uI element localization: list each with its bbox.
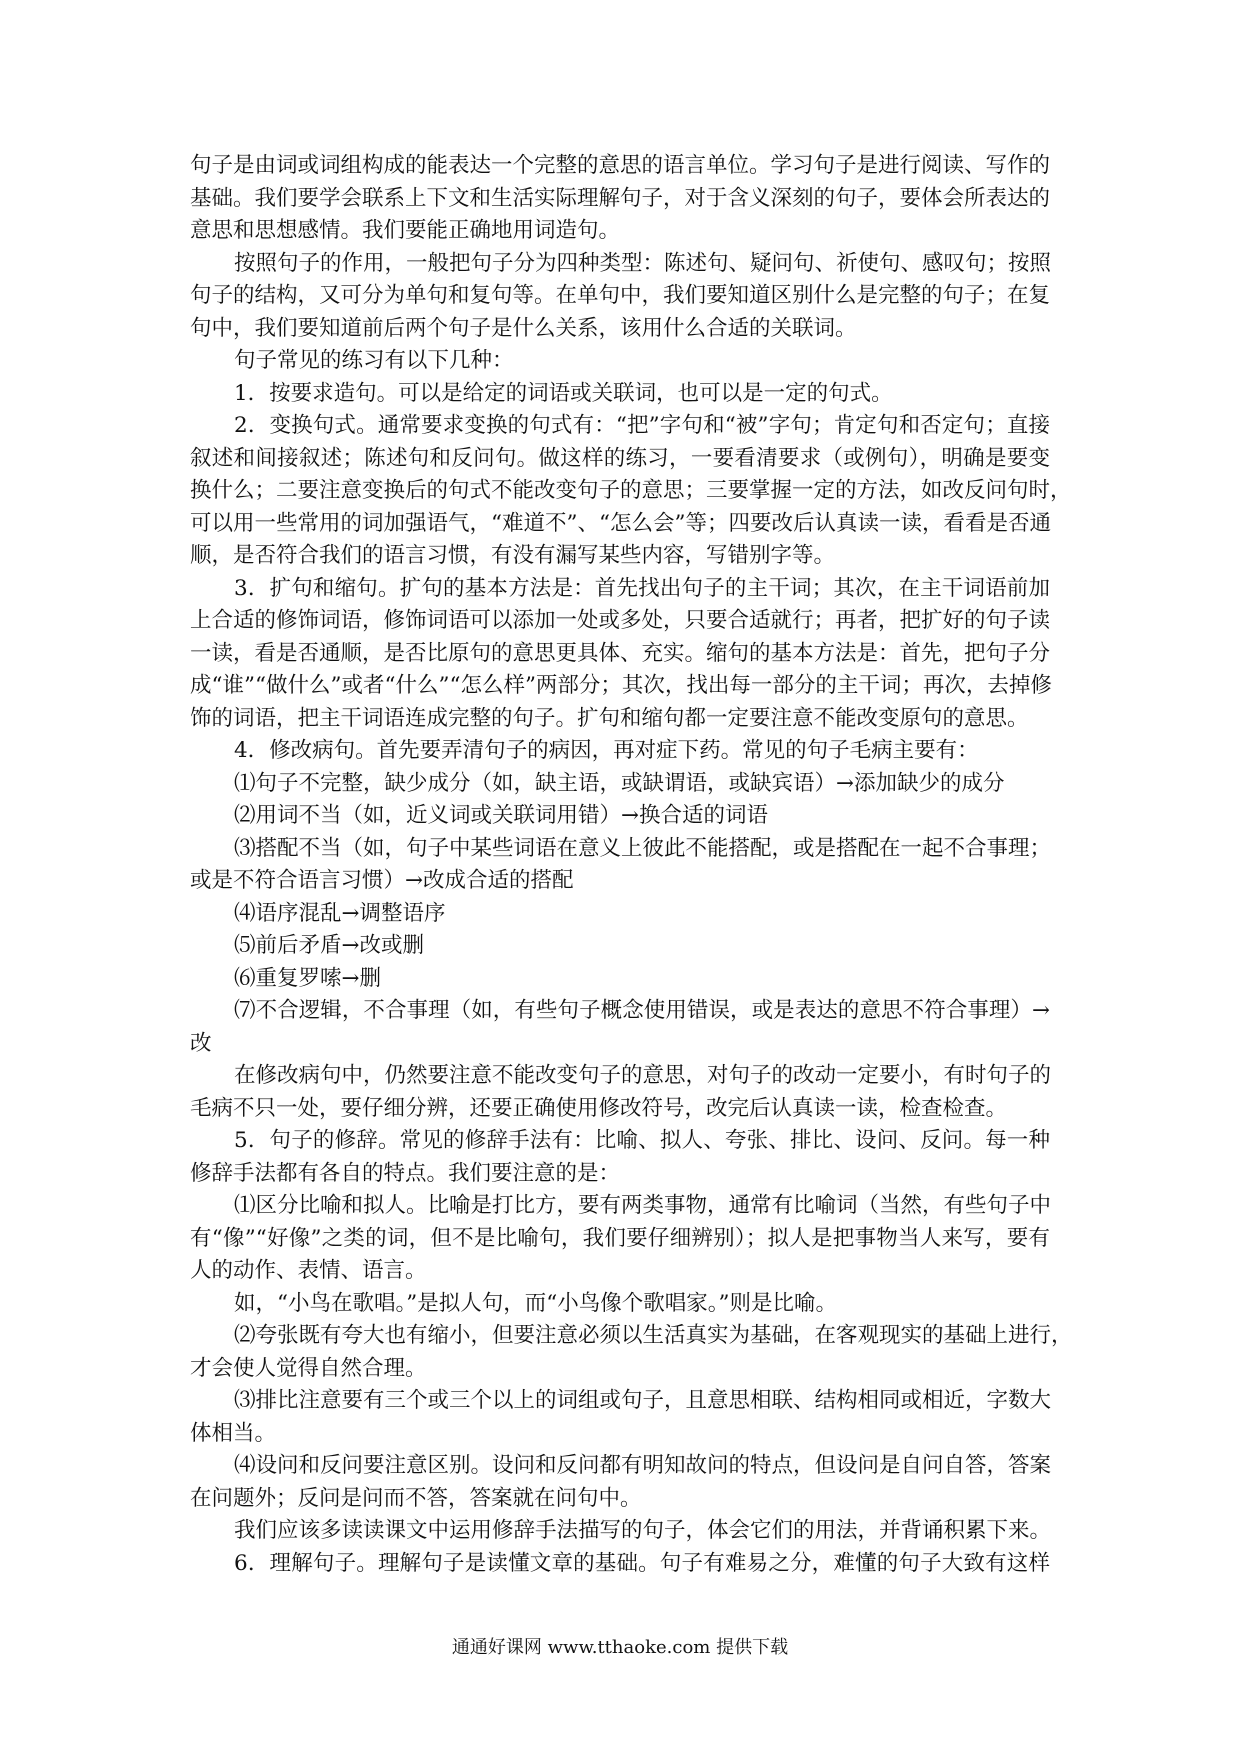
text-line: 上合适的修饰词语，修饰词语可以添加一处或多处，只要合适就行；再者，把扩好的句子读 [190, 608, 1051, 633]
text-line: 句子常见的练习有以下几种： [234, 348, 514, 373]
text-line: 2．变换句式。通常要求变换的句式有：“把”字句和“被”字句；肯定句和否定句；直接 [234, 413, 1050, 438]
text-line: ⑶排比注意要有三个或三个以上的词组或句子，且意思相联、结构相同或相近，字数大 [234, 1388, 1052, 1413]
text-line: 我们应该多读读课文中运用修辞手法描写的句子，体会它们的用法，并背诵积累下来。 [234, 1518, 1052, 1543]
text-line: 在问题外；反问是问而不答，答案就在问句中。 [190, 1485, 642, 1511]
text-line: 人的动作、表情、语言。 [190, 1258, 427, 1283]
text-line: ⑵夸张既有夸大也有缩小，但要注意必须以生活真实为基础，在客观现实的基础上进行， [234, 1323, 1073, 1348]
text-line: 一读，看是否通顺，是否比原句的意思更具体、充实。缩句的基本方法是：首先，把句子分 [190, 640, 1051, 666]
text-line: 按照句子的作用，一般把句子分为四种类型：陈述句、疑问句、祈使句、感叹句；按照 [234, 250, 1052, 276]
text-line: 改 [190, 1030, 212, 1056]
text-line: 基础。我们要学会联系上下文和生活实际理解句子，对于含义深刻的句子，要体会所表达的 [190, 185, 1051, 211]
text-line: 4．修改病句。首先要弄清句子的病因，再对症下药。常见的句子毛病主要有： [234, 738, 979, 763]
text-line: 如，“小鸟在歌唱。”是拟人句，而“小鸟像个歌唱家。”则是比喻。 [234, 1290, 837, 1316]
text-line: 句中，我们要知道前后两个句子是什么关系，该用什么合适的关联词。 [190, 315, 857, 341]
document-body [190, 150, 1073, 1580]
text-line: 才会使人觉得自然合理。 [190, 1355, 427, 1381]
text-line: ⑺不合逻辑，不合事理（如，有些句子概念使用错误，或是表达的意思不符合事理）→ [234, 998, 1050, 1023]
text-line: ⑷语序混乱→调整语序 [234, 900, 446, 926]
text-line: 换什么；二要注意变换后的句式不能改变句子的意思；三要掌握一定的方法，如改反问句时， [190, 478, 1072, 503]
text-line: 3．扩句和缩句。扩句的基本方法是：首先找出句子的主干词；其次，在主干词语前加 [234, 575, 1050, 601]
text-line: 或是不符合语言习惯）→改成合适的搭配 [190, 868, 574, 893]
text-line: 修辞手法都有各自的特点。我们要注意的是： [190, 1160, 621, 1186]
text-line: 意思和思想感情。我们要能正确地用词造句。 [190, 218, 621, 243]
text-line: 句子是由词或词组构成的能表达一个完整的意思的语言单位。学习句子是进行阅读、写作的 [190, 153, 1051, 178]
text-line: ⑸前后矛盾→改或删 [234, 933, 425, 958]
text-line: 6．理解句子。理解句子是读懂文章的基础。句子有难易之分，难懂的句子大致有这样 [234, 1550, 1050, 1576]
text-line: 可以用一些常用的词加强语气，“难道不”、“怎么会”等；四要改后认真读一读，看看是否通 [190, 510, 1051, 536]
text-line: 体相当。 [190, 1420, 277, 1446]
text-line: 在修改病句中，仍然要注意不能改变句子的意思，对句子的改动一定要小，有时句子的 [234, 1063, 1052, 1088]
text-line: 成“谁”“做什么”或者“什么”“怎么样”两部分；其次，找出每一部分的主干词；再次，去掉修 [190, 673, 1052, 698]
text-line: ⑵用词不当（如，近义词或关联词用错）→换合适的词语 [234, 803, 769, 828]
text-line: 1．按要求造句。可以是给定的词语或关联词，也可以是一定的句式。 [234, 380, 893, 406]
text-line: ⑹重复罗嗦→删 [234, 965, 382, 991]
text-line: 叙述和间接叙述；陈述句和反问句。做这样的练习，一要看清要求（或例句），明确是要变 [190, 445, 1050, 471]
text-line: ⑶搭配不当（如，句子中某些词语在意义上彼此不能搭配，或是搭配在一起不合事理； [234, 835, 1052, 861]
text-line: ⑴句子不完整，缺少成分（如，缺主语，或缺谓语，或缺宾语）→添加缺少的成分 [234, 770, 1005, 796]
text-line: 饰的词语，把主干词语连成完整的句子。扩句和缩句都一定要注意不能改变原句的意思。 [190, 705, 1029, 731]
footer-credit: 通通好课网 www.tthaoke.com 提供下载 [451, 1637, 789, 1658]
text-line: ⑷设问和反问要注意区别。设问和反问都有明知故问的特点，但设问是自问自答，答案 [234, 1453, 1052, 1478]
text-line: 毛病不只一处，要仔细分辨，还要正确使用修改符号，改完后认真读一读，检查检查。 [190, 1095, 1008, 1121]
text-line: 顺，是否符合我们的语言习惯，有没有漏写某些内容，写错别字等。 [190, 543, 836, 568]
text-line: 5．句子的修辞。常见的修辞手法有：比喻、拟人、夸张、排比、设问、反问。每一种 [234, 1128, 1050, 1153]
text-line: 有“像”“好像”之类的词，但不是比喻句，我们要仔细辨别）；拟人是把事物当人来写，要有 [190, 1225, 1050, 1251]
text-line: ⑴区分比喻和拟人。比喻是打比方，要有两类事物，通常有比喻词（当然，有些句子中 [234, 1193, 1052, 1218]
text-line: 句子的结构，又可分为单句和复句等。在单句中，我们要知道区别什么是完整的句子；在复 [190, 283, 1051, 308]
